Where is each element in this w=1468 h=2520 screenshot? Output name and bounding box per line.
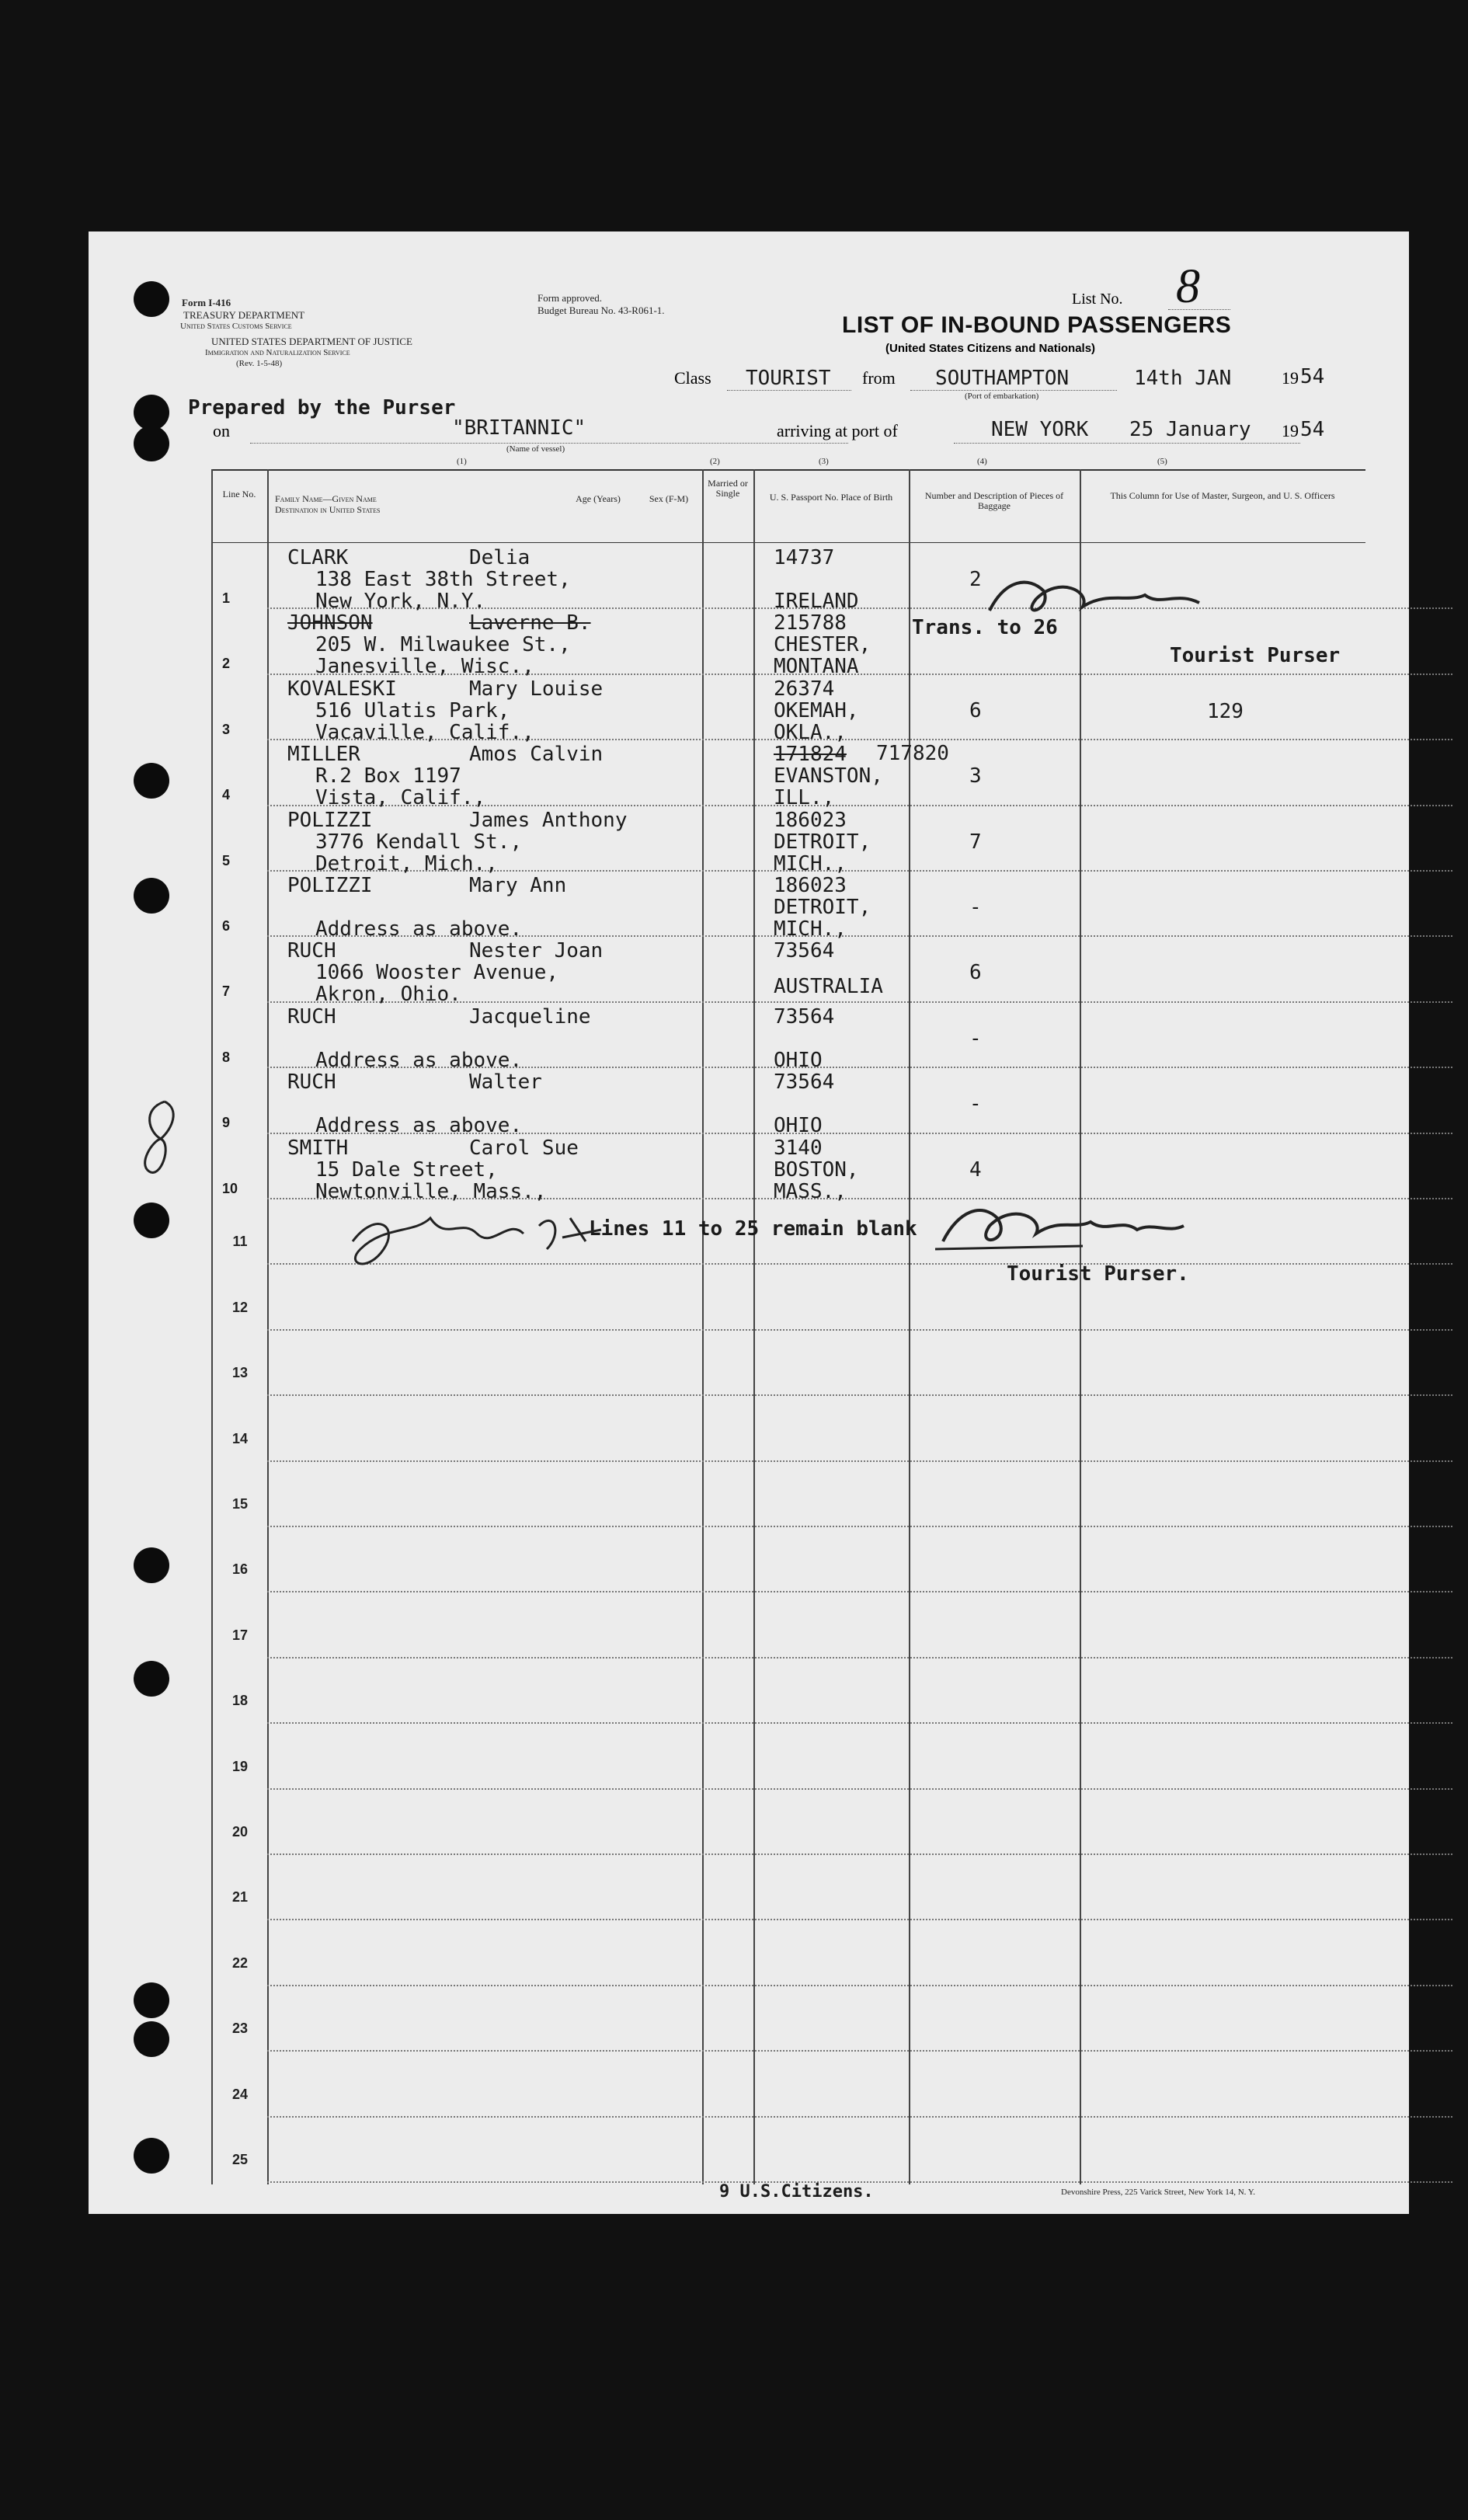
form-number: Form I-416 bbox=[182, 297, 231, 308]
transfer-purser: Tourist Purser bbox=[1170, 644, 1341, 667]
address-line-1: 3776 Kendall St., bbox=[315, 830, 523, 854]
address-line-1: 138 East 38th Street, bbox=[315, 568, 571, 591]
address-line-1: 15 Dale Street, bbox=[315, 1157, 498, 1182]
punch-hole bbox=[134, 2021, 169, 2057]
place-of-birth-2: MONTANA bbox=[774, 655, 859, 679]
family-name: JOHNSON bbox=[287, 611, 373, 635]
line-number: 5 bbox=[222, 852, 231, 868]
line-number: 18 bbox=[231, 1693, 249, 1709]
baggage-count: 7 bbox=[969, 830, 982, 854]
arrival-port: NEW YORK bbox=[991, 418, 1089, 441]
address-line-2: Address as above. bbox=[315, 1048, 523, 1072]
line-number: 3 bbox=[222, 721, 231, 737]
family-name: MILLER bbox=[287, 743, 360, 767]
punch-hole bbox=[134, 1982, 169, 2018]
place-of-birth: DETROIT, bbox=[774, 896, 871, 919]
line-number: 13 bbox=[231, 1365, 249, 1381]
inspector-signature bbox=[329, 1195, 609, 1280]
row-rule bbox=[267, 1591, 1452, 1592]
family-name: KOVALESKI bbox=[287, 677, 397, 701]
on-label: on bbox=[213, 421, 230, 440]
place-of-birth: EVANSTON, bbox=[774, 764, 883, 788]
line-number: 15 bbox=[231, 1496, 249, 1512]
baggage-count: 2 bbox=[969, 568, 982, 591]
header-baggage: Number and Description of Pieces of Baggage bbox=[924, 490, 1064, 511]
line-number: 23 bbox=[231, 2021, 249, 2037]
page-title: LIST OF IN-BOUND PASSENGERS bbox=[842, 312, 1232, 338]
signature-caption: Tourist Purser. bbox=[1007, 1262, 1189, 1286]
officer-note-129: 129 bbox=[1207, 700, 1244, 723]
punch-hole bbox=[134, 1547, 169, 1583]
line-number: 22 bbox=[231, 1954, 249, 1971]
passport-number: 171824 bbox=[774, 743, 847, 767]
header-officers: This Column for Use of Master, Surgeon, and U. S. Officers bbox=[1110, 490, 1335, 501]
passport-number: 73564 bbox=[774, 939, 835, 963]
punch-hole bbox=[134, 1203, 169, 1238]
customs-service: United States Customs Service bbox=[180, 322, 292, 331]
depart-year-suffix: 54 bbox=[1300, 365, 1325, 388]
passport-number: 215788 bbox=[774, 611, 847, 635]
row-rule bbox=[267, 1460, 1452, 1462]
port-embark-caption: (Port of embarkation) bbox=[965, 392, 1039, 401]
address-line-1: 516 Ulatis Park, bbox=[315, 698, 510, 722]
line-number: 21 bbox=[231, 1889, 249, 1906]
line-number: 20 bbox=[231, 1824, 249, 1840]
address-line-1: 205 W. Milwaukee St., bbox=[315, 633, 571, 657]
header-name-1: Family Name—Given Name bbox=[275, 493, 377, 504]
punch-hole bbox=[134, 763, 169, 799]
given-name: Jacqueline bbox=[469, 1004, 591, 1029]
line-number: 11 bbox=[232, 1234, 248, 1250]
revision: (Rev. 1-5-48) bbox=[236, 359, 283, 368]
budget-bureau: Budget Bureau No. 43-R061-1. bbox=[537, 305, 665, 316]
given-name: Mary Ann bbox=[469, 874, 567, 897]
family-name: RUCH bbox=[287, 939, 336, 963]
line-number: 19 bbox=[231, 1758, 249, 1774]
table-top-border bbox=[211, 469, 1365, 471]
baggage-count: 6 bbox=[969, 961, 982, 985]
baggage-count: 3 bbox=[969, 764, 982, 788]
given-name: Mary Louise bbox=[469, 677, 604, 701]
arrive-year-suffix: 54 bbox=[1300, 418, 1325, 441]
place-of-birth: OHIO bbox=[774, 1114, 823, 1138]
purser-signature-row2 bbox=[974, 564, 1223, 634]
form-approved: Form approved. bbox=[537, 292, 603, 304]
line-number: 4 bbox=[222, 787, 231, 803]
punch-hole bbox=[134, 426, 169, 461]
place-of-birth: CHESTER, bbox=[774, 633, 871, 657]
list-no-value: 8 bbox=[1176, 260, 1200, 313]
ins: Immigration and Naturalization Service bbox=[205, 348, 350, 357]
header-sex: Sex (F-M) bbox=[649, 493, 689, 504]
address-line-2: Vista, Calif., bbox=[315, 786, 486, 810]
line-number: 25 bbox=[231, 2152, 249, 2168]
prepared-by: Prepared by the Purser bbox=[188, 396, 456, 419]
arrive-year-prefix: 19 bbox=[1282, 421, 1299, 440]
baggage-count: 6 bbox=[969, 698, 982, 722]
class-value: TOURIST bbox=[746, 367, 831, 390]
passport-number: 26374 bbox=[774, 677, 835, 701]
baggage-count: - bbox=[969, 1026, 982, 1050]
page-subtitle: (United States Citizens and Nationals) bbox=[885, 342, 1096, 355]
family-name: POLIZZI bbox=[287, 808, 373, 832]
given-name: Delia bbox=[469, 546, 530, 569]
place-of-birth: DETROIT, bbox=[774, 830, 871, 854]
address-line-2: Janesville, Wisc., bbox=[315, 655, 534, 679]
arrival-date: 25 January bbox=[1129, 418, 1251, 441]
printer-credit: Devonshire Press, 225 Varick Street, New York 14, N. Y. bbox=[1061, 2188, 1256, 2197]
punch-hole bbox=[134, 2138, 169, 2174]
col-1-caption: (1) bbox=[457, 457, 467, 466]
address-line-2: Address as above. bbox=[315, 917, 523, 941]
address-line-2: Address as above. bbox=[315, 1114, 523, 1138]
line-number: 10 bbox=[222, 1180, 238, 1196]
passport-correction: 717820 bbox=[876, 742, 949, 765]
header-married: Married or Single bbox=[708, 478, 748, 499]
line-number: 16 bbox=[231, 1561, 249, 1578]
header-name-2: Destination in United States bbox=[275, 504, 381, 515]
passport-number: 73564 bbox=[774, 1004, 835, 1029]
place-of-birth-2: ILL., bbox=[774, 786, 835, 810]
line-number: 9 bbox=[222, 1115, 231, 1131]
place-of-birth: OHIO bbox=[774, 1048, 823, 1072]
place-of-birth-2: MICH., bbox=[774, 917, 847, 941]
doj: UNITED STATES DEPARTMENT OF JUSTICE bbox=[211, 336, 412, 347]
address-line-2: Detroit, Mich., bbox=[315, 851, 498, 875]
given-name: Nester Joan bbox=[469, 939, 604, 963]
from-value: SOUTHAMPTON bbox=[935, 367, 1070, 390]
col-5-caption: (5) bbox=[1157, 457, 1167, 466]
header-bottom-border bbox=[211, 542, 1365, 543]
address-line-1: 1066 Wooster Avenue, bbox=[315, 961, 559, 985]
depart-date: 14th JAN bbox=[1134, 367, 1232, 390]
place-of-birth-2: MICH., bbox=[774, 851, 847, 875]
punch-hole bbox=[134, 878, 169, 914]
treasury-dept: TREASURY DEPARTMENT bbox=[183, 309, 305, 321]
row-rule bbox=[267, 1919, 1452, 1920]
address-line-2: Vacaville, Calif., bbox=[315, 720, 534, 744]
passport-number: 186023 bbox=[774, 874, 847, 897]
given-name: Amos Calvin bbox=[469, 743, 604, 767]
place-of-birth-2: OKLA., bbox=[774, 720, 847, 744]
given-name: Walter bbox=[469, 1070, 542, 1095]
family-name: RUCH bbox=[287, 1070, 336, 1095]
arriving-label: arriving at port of bbox=[777, 421, 898, 440]
line-number: 17 bbox=[231, 1627, 249, 1643]
family-name: CLARK bbox=[287, 546, 349, 569]
address-line-1: R.2 Box 1197 bbox=[315, 764, 461, 788]
place-of-birth: BOSTON, bbox=[774, 1157, 859, 1182]
row-rule bbox=[267, 1657, 1452, 1659]
header-line-no: Line No. bbox=[222, 489, 256, 499]
blank-lines-note: Lines 11 to 25 remain blank bbox=[589, 1217, 917, 1241]
row-rule bbox=[267, 1329, 1452, 1331]
col-3-caption: (3) bbox=[819, 457, 829, 466]
row-rule bbox=[267, 1722, 1452, 1724]
purser-signature bbox=[927, 1187, 1207, 1265]
depart-year-prefix: 19 bbox=[1282, 368, 1299, 388]
line-number: 6 bbox=[222, 918, 231, 934]
passport-number: 14737 bbox=[774, 546, 835, 569]
row-rule bbox=[267, 1853, 1452, 1855]
col-2-caption: (2) bbox=[710, 457, 720, 466]
family-name: POLIZZI bbox=[287, 874, 373, 897]
line-number: 7 bbox=[222, 983, 231, 1000]
family-name: RUCH bbox=[287, 1004, 336, 1029]
line-number: 2 bbox=[222, 656, 231, 672]
row-rule bbox=[267, 1788, 1452, 1790]
punch-hole bbox=[134, 1661, 169, 1697]
place-of-birth: OKEMAH, bbox=[774, 698, 859, 722]
line-number: 12 bbox=[231, 1299, 249, 1315]
address-line-2: New York, N.Y. bbox=[315, 590, 486, 613]
row-rule bbox=[267, 1526, 1452, 1527]
vessel-caption: (Name of vessel) bbox=[506, 444, 565, 454]
address-line-2: Akron, Ohio. bbox=[315, 983, 461, 1007]
punch-hole bbox=[134, 281, 169, 317]
row-rule bbox=[267, 1394, 1452, 1396]
manifest-sheet bbox=[89, 231, 1409, 2214]
place-of-birth: IRELAND bbox=[774, 590, 859, 613]
place-of-birth: AUSTRALIA bbox=[774, 975, 883, 999]
line-number: 24 bbox=[231, 2086, 249, 2102]
header-passport: U. S. Passport No. Place of Birth bbox=[769, 492, 893, 503]
passport-number: 3140 bbox=[774, 1136, 823, 1160]
family-name: SMITH bbox=[287, 1136, 349, 1160]
row-rule bbox=[267, 2050, 1452, 2052]
baggage-count: 4 bbox=[969, 1157, 982, 1182]
passport-number: 186023 bbox=[774, 808, 847, 832]
passport-number: 73564 bbox=[774, 1070, 835, 1095]
baggage-count: - bbox=[969, 896, 982, 919]
header-age: Age (Years) bbox=[576, 493, 621, 504]
given-name: Laverne B. bbox=[469, 611, 591, 635]
given-name: Carol Sue bbox=[469, 1136, 579, 1160]
line-number: 14 bbox=[231, 1430, 249, 1446]
list-no-label: List No. bbox=[1072, 291, 1123, 308]
class-label: Class bbox=[674, 368, 711, 388]
row-rule bbox=[267, 1985, 1452, 1986]
col-4-caption: (4) bbox=[977, 457, 987, 466]
address-line-2: Newtonville, Mass., bbox=[315, 1179, 547, 1203]
line-number: 8 bbox=[222, 1049, 231, 1065]
transfer-note: Trans. to 26 bbox=[912, 616, 1058, 639]
given-name: James Anthony bbox=[469, 808, 628, 832]
vessel-name: "BRITANNIC" bbox=[452, 416, 586, 440]
baggage-count: - bbox=[969, 1092, 982, 1116]
from-label: from bbox=[862, 368, 896, 388]
place-of-birth-2: MASS., bbox=[774, 1179, 847, 1203]
citizens-count: 9 U.S.Citizens. bbox=[719, 2182, 874, 2202]
row-rule bbox=[267, 2116, 1452, 2118]
line-number: 1 bbox=[222, 590, 231, 606]
margin-mark-8 bbox=[126, 1094, 188, 1187]
